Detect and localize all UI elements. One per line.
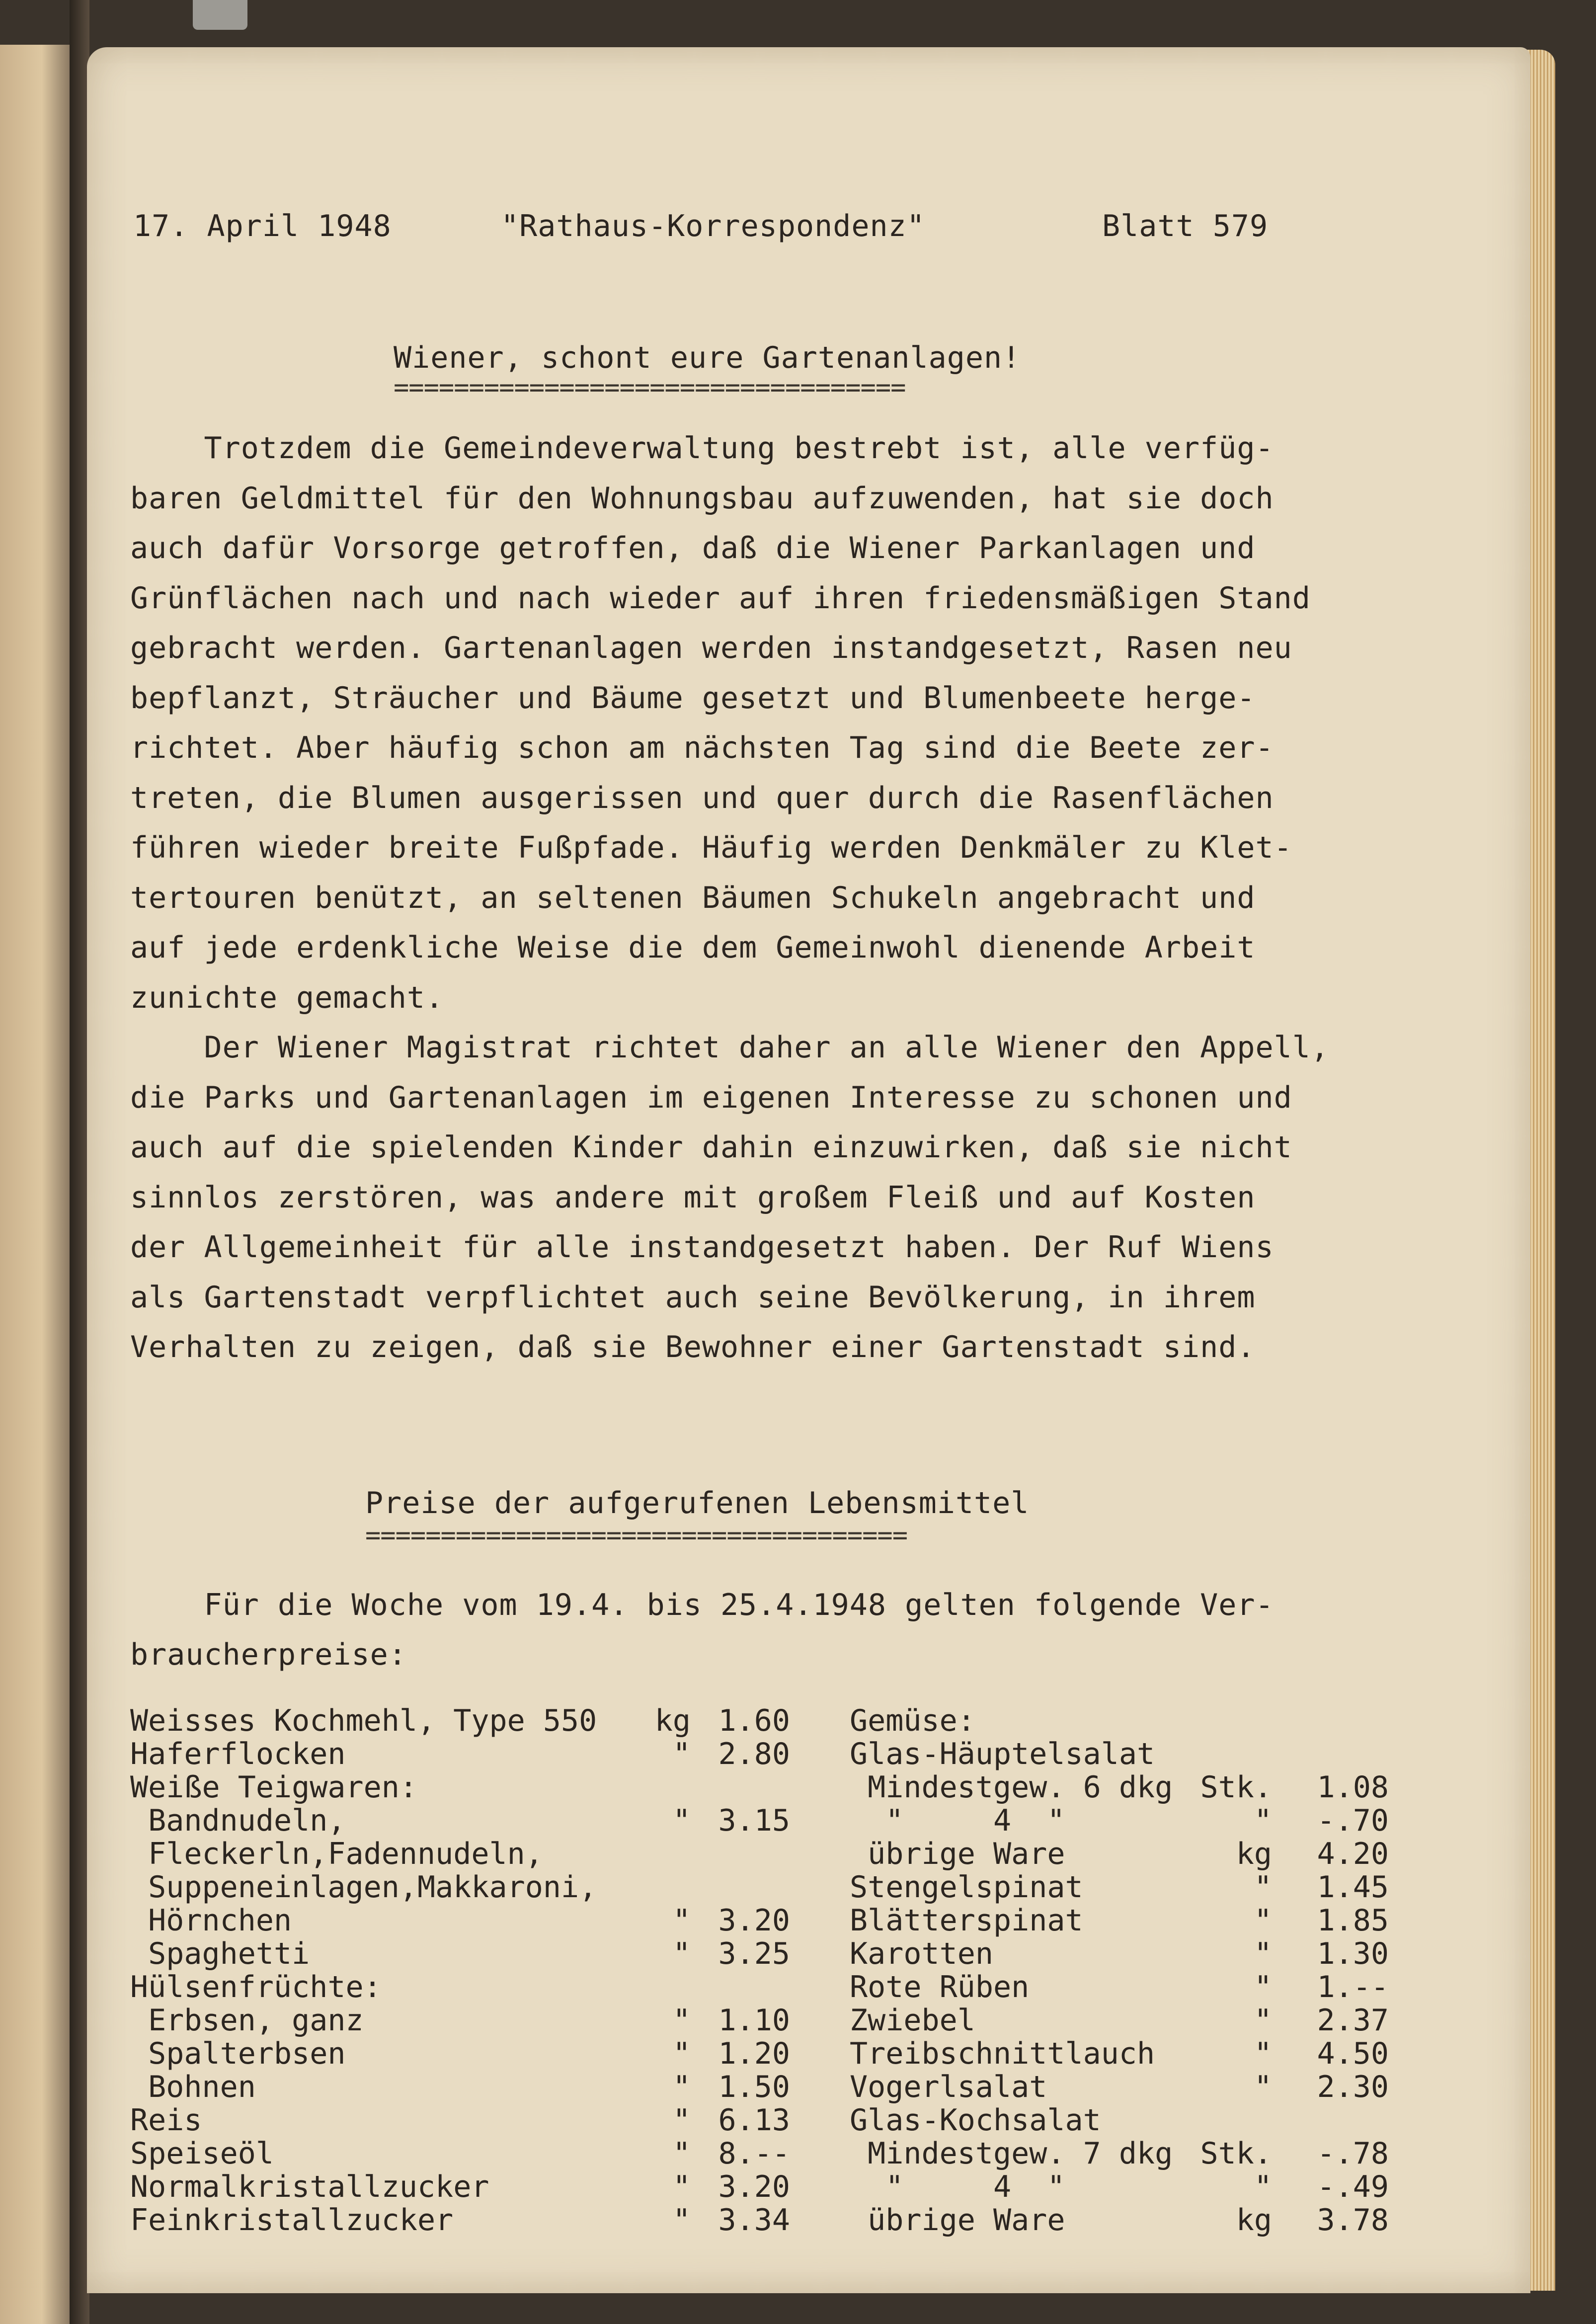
item-price: 1.--: [1317, 1970, 1389, 2004]
item-price: -.70: [1317, 1803, 1389, 1838]
item-unit: ": [672, 2169, 691, 2204]
item-name: übrige Ware: [850, 2203, 1065, 2238]
item-unit: ": [672, 2103, 691, 2138]
item-unit: ": [672, 2003, 691, 2038]
item-name: Rote Rüben: [850, 1970, 1030, 2004]
item-name: Feinkristallzucker: [130, 2203, 454, 2238]
article-line: baren Geldmittel für den Wohnungsbau aufzuwenden, hat sie doch: [130, 481, 1274, 516]
item-price: 3.15: [718, 1803, 790, 1838]
item-name: Bandnudeln,: [130, 1803, 346, 1838]
item-unit: ": [1254, 1803, 1272, 1838]
item-price: 3.78: [1317, 2203, 1389, 2238]
item-price: 2.80: [718, 1737, 790, 1771]
item-price: 2.30: [1317, 2070, 1389, 2104]
item-price: 6.13: [718, 2103, 790, 2138]
item-price: -.78: [1317, 2136, 1389, 2171]
item-price: 3.25: [718, 1936, 790, 1971]
item-name: Blätterspinat: [850, 1903, 1083, 1938]
item-price: 1.10: [718, 2003, 790, 2038]
item-price: 3.20: [718, 1903, 790, 1938]
item-unit: ": [1254, 2169, 1272, 2204]
article-line: richtet. Aber häufig schon am nächsten Tag sind die Beete zer-: [130, 730, 1274, 765]
item-unit: ": [1254, 2003, 1272, 2038]
article-line: Verhalten zu zeigen, daß sie Bewohner einer Gartenstadt sind.: [130, 1330, 1256, 1364]
item-name: Glas-Häuptelsalat: [850, 1737, 1155, 1771]
item-name: Stengelspinat: [850, 1870, 1083, 1905]
article-line: der Allgemeinheit für alle instandgesetzt haben. Der Ruf Wiens: [130, 1230, 1274, 1265]
item-unit: ": [672, 1936, 691, 1971]
item-unit: ": [1254, 2070, 1272, 2104]
article-line: Trotzdem die Gemeindeverwaltung bestrebt ist, alle verfüg-: [130, 431, 1274, 466]
item-name: Treibschnittlauch: [850, 2036, 1155, 2071]
item-price: 1.45: [1317, 1870, 1389, 1905]
item-price: 8.--: [718, 2136, 790, 2171]
article-line: als Gartenstadt verpflichtet auch seine Bevölkerung, in ihrem: [130, 1280, 1256, 1315]
item-name: Weisses Kochmehl, Type 550: [130, 1703, 597, 1738]
article-line: tertouren benützt, an seltenen Bäumen Schukeln angebracht und: [130, 880, 1256, 915]
title-underline: ==================================: [394, 380, 906, 395]
item-unit: kg: [654, 1703, 691, 1738]
item-unit: Stk.: [1200, 1770, 1272, 1805]
item-unit: ": [1254, 2036, 1272, 2071]
price-list-title-underline: ====================================: [365, 1528, 908, 1543]
item-unit: ": [672, 1903, 691, 1938]
item-price: 1.85: [1317, 1903, 1389, 1938]
article-line: auch dafür Vorsorge getroffen, daß die Wiener Parkanlagen und: [130, 531, 1256, 565]
item-name: übrige Ware: [850, 1837, 1065, 1871]
item-unit: ": [672, 1803, 691, 1838]
article-line: treten, die Blumen ausgerissen und quer durch die Rasenflächen: [130, 780, 1274, 815]
item-name: Haferflocken: [130, 1737, 346, 1771]
item-name: Weiße Teigwaren:: [130, 1770, 417, 1805]
left-page-edge: [0, 45, 70, 2324]
intro-line: Für die Woche vom 19.4. bis 25.4.1948 gelten folgende Ver-: [130, 1588, 1274, 1622]
item-price: 4.20: [1317, 1837, 1389, 1871]
item-name: Speiseöl: [130, 2136, 274, 2171]
book-gutter: [70, 0, 89, 2324]
item-name: Reis: [130, 2103, 202, 2138]
item-name: Gemüse:: [850, 1703, 975, 1738]
item-name: Hörnchen: [130, 1903, 292, 1938]
item-name: Glas-Kochsalat: [850, 2103, 1101, 2138]
item-name: Erbsen, ganz: [130, 2003, 364, 2038]
item-name: Suppeneinlagen,Makkaroni,: [130, 1870, 597, 1905]
header-sheet-number: Blatt 579: [1102, 209, 1269, 243]
item-unit: ": [672, 2203, 691, 2238]
item-unit: ": [1254, 1870, 1272, 1905]
item-name: " 4 ": [850, 2169, 1065, 2204]
item-price: 1.20: [718, 2036, 790, 2071]
item-name: Karotten: [850, 1936, 993, 1971]
article-title: Wiener, schont eure Gartenanlagen!: [394, 340, 1021, 375]
item-unit: ": [672, 1737, 691, 1771]
item-name: Fleckerln,Fadennudeln,: [130, 1837, 543, 1871]
article-line: sinnlos zerstören, was andere mit großem Fleiß und auf Kosten: [130, 1180, 1256, 1215]
article-line: gebracht werden. Gartenanlagen werden instandgesetzt, Rasen neu: [130, 631, 1292, 665]
item-unit: ": [672, 2036, 691, 2071]
header-date: 17. April 1948: [133, 209, 392, 243]
item-price: 3.34: [718, 2203, 790, 2238]
item-price: 2.37: [1317, 2003, 1389, 2038]
article-line: die Parks und Gartenanlagen im eigenen Interesse zu schonen und: [130, 1080, 1292, 1115]
item-name: Vogerlsalat: [850, 2070, 1047, 2104]
item-unit: ": [1254, 1970, 1272, 2004]
item-unit: Stk.: [1200, 2136, 1272, 2171]
item-price: 3.20: [718, 2169, 790, 2204]
item-price: 1.30: [1317, 1936, 1389, 1971]
item-unit: ": [1254, 1936, 1272, 1971]
item-price: -.49: [1317, 2169, 1389, 2204]
item-name: Hülsenfrüchte:: [130, 1970, 382, 2004]
article-line: Grünflächen nach und nach wieder auf ihren friedensmäßigen Stand: [130, 580, 1311, 616]
item-price: 1.50: [718, 2070, 790, 2104]
item-name: Zwiebel: [850, 2003, 975, 2038]
intro-line: braucherpreise:: [130, 1637, 407, 1672]
archive-tab: [193, 0, 247, 30]
item-name: Mindestgew. 6 dkg: [850, 1770, 1173, 1805]
item-name: Mindestgew. 7 dkg: [850, 2136, 1173, 2171]
article-line: auch auf die spielenden Kinder dahin einzuwirken, daß sie nicht: [130, 1130, 1292, 1165]
item-price: 1.08: [1317, 1770, 1389, 1805]
item-name: Spaghetti: [130, 1936, 310, 1971]
item-price: 1.60: [718, 1703, 790, 1738]
article-line: auf jede erdenkliche Weise die dem Gemeinwohl dienende Arbeit: [130, 930, 1256, 965]
price-list-title: Preise der aufgerufenen Lebensmittel: [365, 1486, 1030, 1521]
item-name: Spalterbsen: [130, 2036, 346, 2071]
item-unit: ": [672, 2136, 691, 2171]
item-name: Normalkristallzucker: [130, 2169, 489, 2204]
item-price: 4.50: [1317, 2036, 1389, 2071]
item-name: Bohnen: [130, 2070, 256, 2104]
item-unit: kg: [1236, 2203, 1272, 2238]
item-unit: kg: [1236, 1837, 1272, 1871]
item-unit: ": [672, 2070, 691, 2104]
article-line: Der Wiener Magistrat richtet daher an alle Wiener den Appell,: [130, 1030, 1329, 1065]
item-unit: ": [1254, 1903, 1272, 1938]
article-line: führen wieder breite Fußpfade. Häufig werden Denkmäler zu Klet-: [130, 830, 1292, 865]
article-line: bepflanzt, Sträucher und Bäume gesetzt und Blumenbeete herge-: [130, 680, 1256, 716]
header-publication: "Rathaus-Korrespondenz": [501, 209, 925, 243]
article-line: zunichte gemacht.: [130, 980, 444, 1015]
item-name: " 4 ": [850, 1803, 1065, 1838]
